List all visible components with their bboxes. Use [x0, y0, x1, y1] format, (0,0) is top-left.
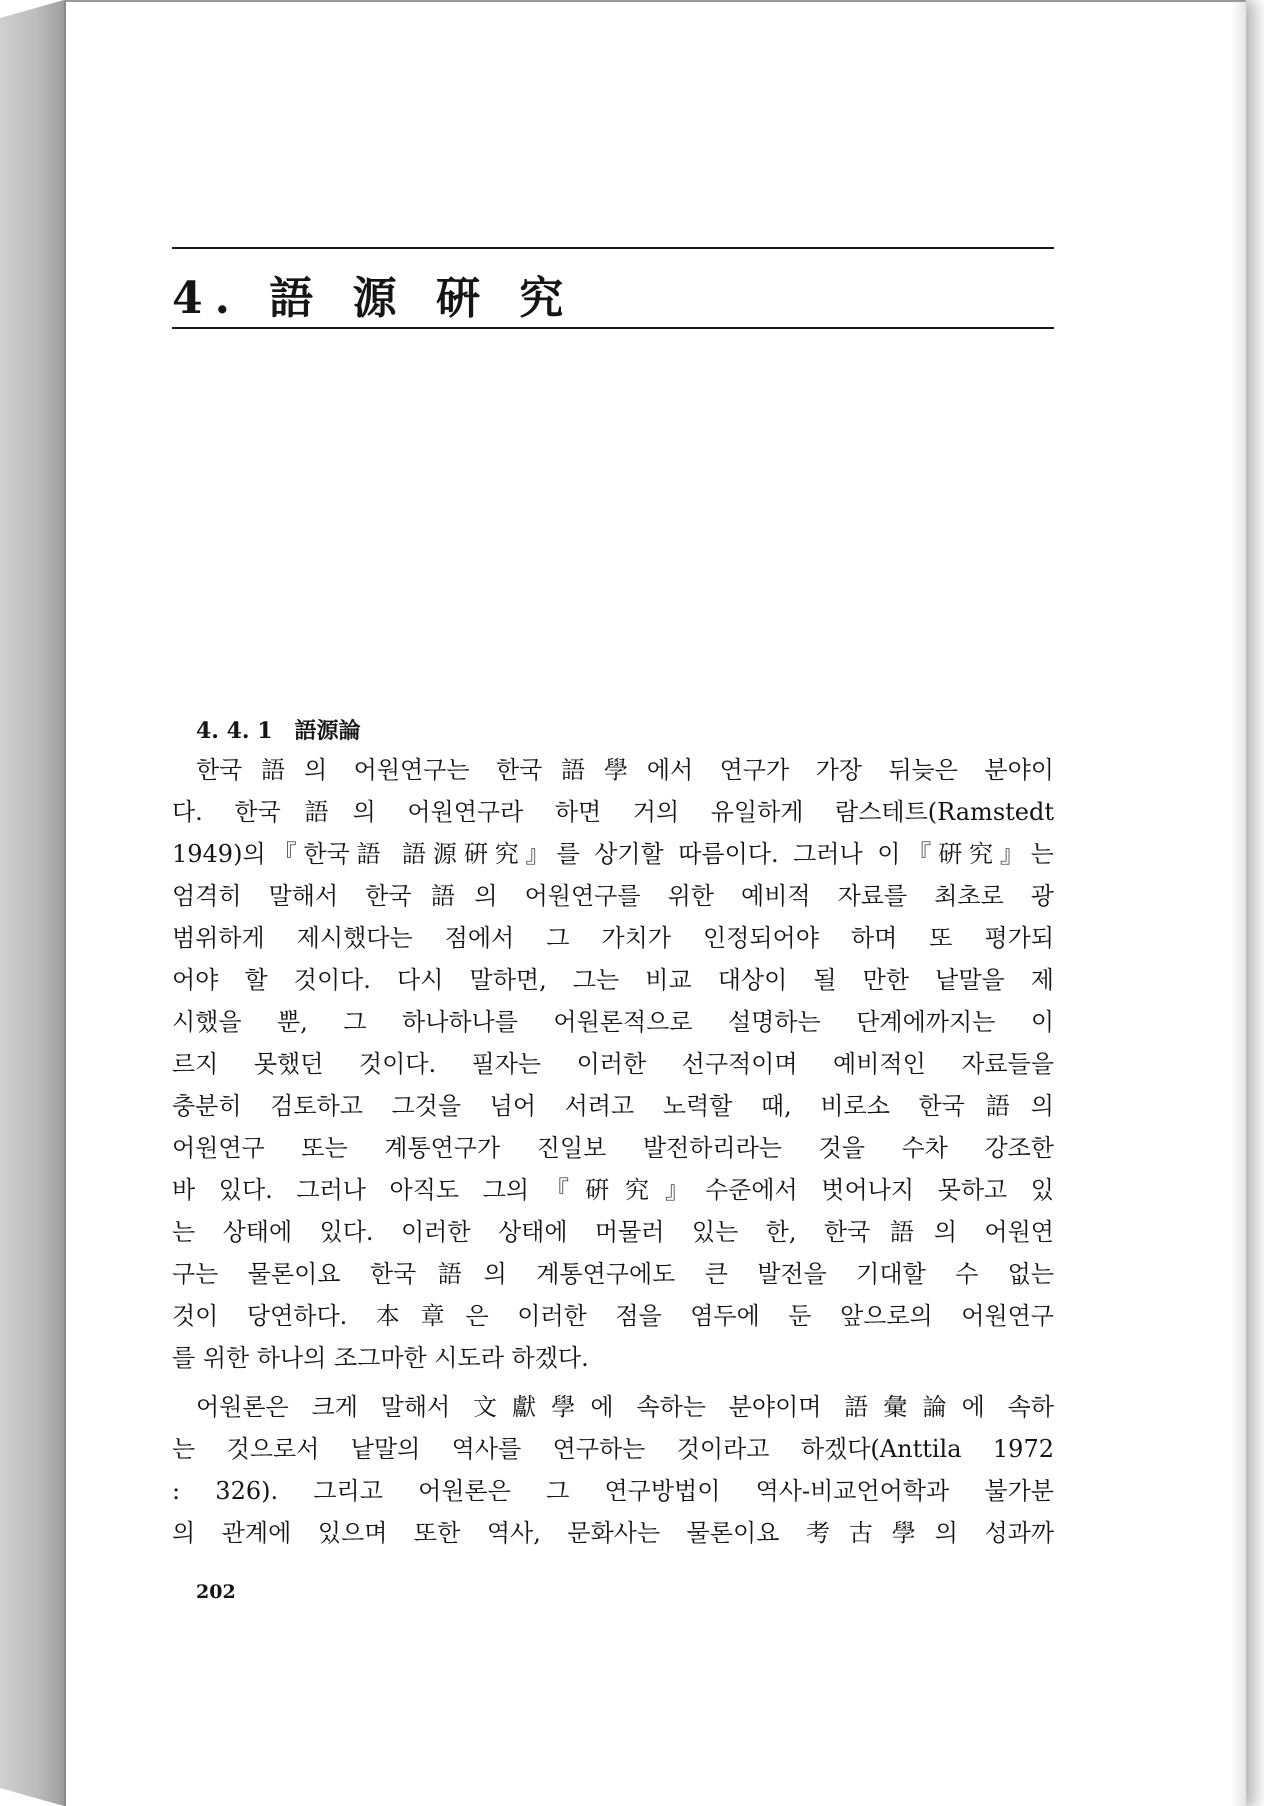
page-edge-shadow	[1232, 2, 1246, 1806]
text-line: 어야 할 것이다. 다시 말하면, 그는 비교 대상이 될 만한 낱말을 제	[172, 966, 1054, 994]
text-line: 엄격히 말해서 한국語의 어원연구를 위한 예비적 자료를 최초로 광	[172, 882, 1054, 910]
text-line: 의 관계에 있으며 또한 역사, 문화사는 물론이요 考古學의 성과까	[172, 1519, 1054, 1547]
text-line: 다. 한국語의 어원연구라 하면 거의 유일하게 람스테트(Ramstedt	[172, 798, 1054, 826]
text-line: 충분히 검토하고 그것을 넘어 서려고 노력할 때, 비로소 한국語의	[172, 1092, 1054, 1120]
text-line: 1949)의『한국語 語源硏究』를 상기할 따름이다. 그러나 이『硏究』는	[172, 840, 1054, 868]
text-line: 한국語의 어원연구는 한국語學에서 연구가 가장 뒤늦은 분야이	[196, 756, 1054, 784]
chapter-title: 4. 語 源 硏 究	[172, 273, 576, 324]
text-line: 어원연구 또는 계통연구가 진일보 발전하리라는 것을 수차 강조한	[172, 1134, 1054, 1162]
text-line: 시했을 뿐, 그 하나하나를 어원론적으로 설명하는 단계에까지는 이	[172, 1008, 1054, 1036]
title-rule-bottom	[172, 327, 1054, 329]
text-line: 것이 당연하다. 本章은 이러한 점을 염두에 둔 앞으로의 어원연구	[172, 1302, 1054, 1330]
text-line: 를 위한 하나의 조그마한 시도라 하겠다.	[172, 1344, 589, 1372]
text-line: 바 있다. 그러나 아직도 그의『硏究』수준에서 벗어나지 못하고 있	[172, 1176, 1054, 1204]
text-line: : 326). 그리고 어원론은 그 연구방법이 역사-비교언어학과 불가분	[172, 1477, 1054, 1505]
book-spine	[0, 0, 64, 1806]
text-line: 구는 물론이요 한국語의 계통연구에도 큰 발전을 기대할 수 없는	[172, 1260, 1054, 1288]
text-line: 범위하게 제시했다는 점에서 그 가치가 인정되어야 하며 또 평가되	[172, 924, 1054, 952]
text-line: 어원론은 크게 말해서 文獻學에 속하는 분야이며 語彙論에 속하	[196, 1393, 1054, 1421]
text-line: 는 것으로서 낱말의 역사를 연구하는 것이라고 하겠다(Anttila 1972	[172, 1435, 1054, 1463]
page-number: 202	[196, 1581, 236, 1603]
title-rule-top	[172, 247, 1054, 249]
text-line: 는 상태에 있다. 이러한 상태에 머물러 있는 한, 한국語의 어원연	[172, 1218, 1054, 1246]
section-heading: 4. 4. 1 語源論	[196, 718, 361, 744]
text-line: 르지 못했던 것이다. 필자는 이러한 선구적이며 예비적인 자료들을	[172, 1050, 1054, 1078]
